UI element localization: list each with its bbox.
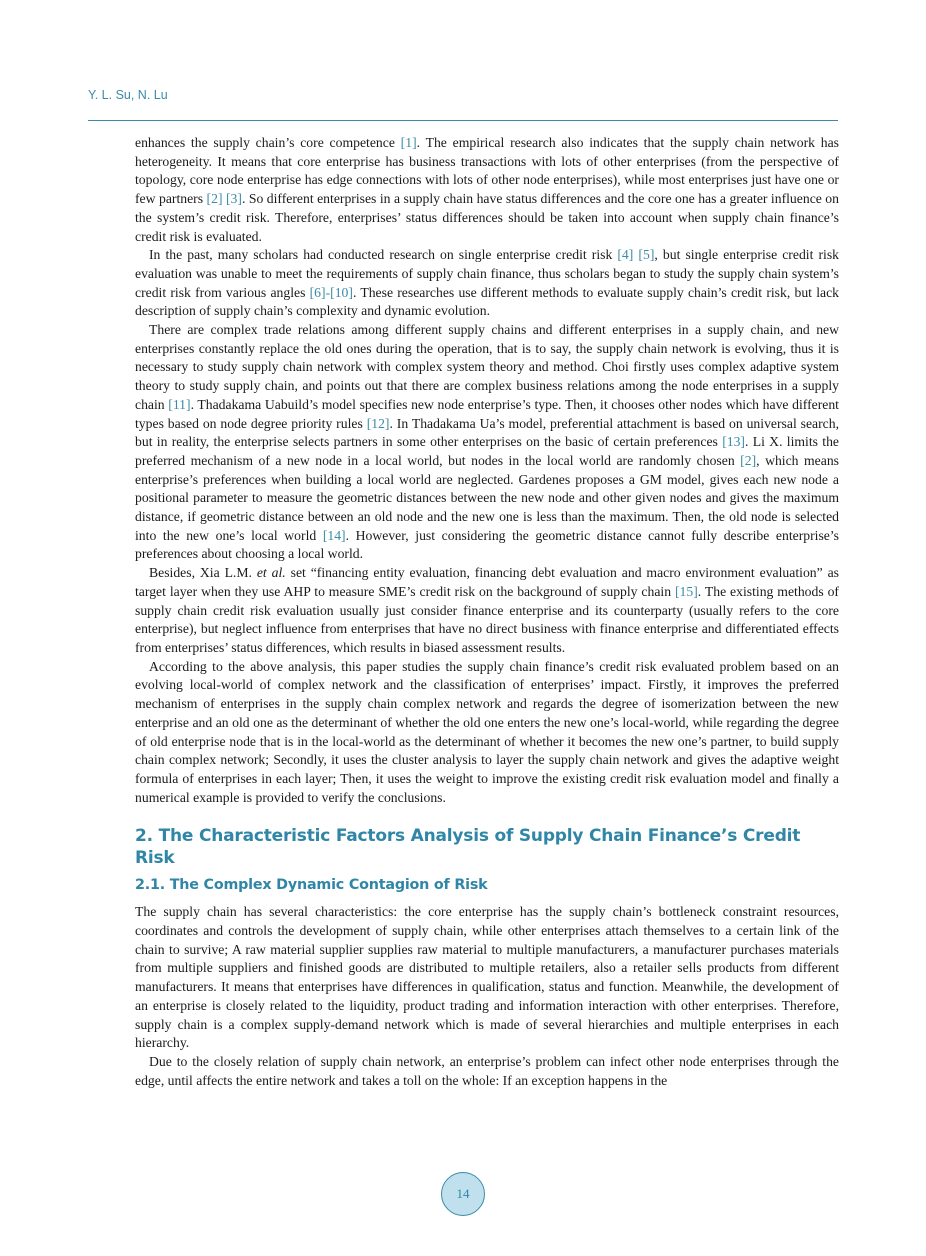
paragraph-2: In the past, many scholars had conducted research on single enterprise credit risk [4] [5], but single enterprise credit risk evaluation was unable to meet the requirements of supply chain finance, thus scholars began to study the supply chain system’s credit risk from various angles [6]-[10]. These researches use different methods to evaluate supply chain’s credit risk, but lack description of supply chain’s complexity and dynamic evolution.	[135, 247, 839, 319]
citation-link[interactable]: [5]	[638, 247, 655, 263]
paragraph-1: enhances the supply chain’s core competence [1]. The empirical research also indicates that the supply chain network has heterogeneity. It means that core enterprise has business transactions with lots of other enterprises (from the perspective of topology, core node enterprise has edge connections with lots of other node enterprises), while most enterprises just have one or few partners [2] [3]. So different enterprises in a supply chain have status differences and the core one has a greater influence on the system’s credit risk. Therefore, enterprises’ status differences should be taken into account when supply chain finance’s credit risk is evaluated.	[135, 135, 839, 244]
citation-link[interactable]: [12]	[366, 415, 390, 431]
citation-link[interactable]: [14]	[322, 527, 346, 543]
page-number-badge: 14	[441, 1172, 485, 1216]
paragraph-7: Due to the closely relation of supply chain network, an enterprise’s problem can infect other node enterprises through the edge, until affects the entire network and takes a toll on the whole: If an exception happens in the	[135, 1053, 839, 1088]
paragraph-5: According to the above analysis, this paper studies the supply chain finance’s credit risk evaluated problem based on an evolving local-world of complex network and the classification of enterprises’ impact. Firstly, it improves the preferred mechanism of enterprises in the supply chain complex network and regards the degree of isomerization between the new enterprise and an old one as the determinant of whether the old one enters the new one’s local-world, while regarding the degree of old enterprise node that is in the local-world as the determinant of whether it becomes the new one’s partner, to build supply chain complex network; Secondly, it uses the cluster analysis to layer the supply chain network and gives the adaptive weight formula of enterprises in each layer; Then, it uses the weight to improve the existing credit risk evaluation model and finally a numerical example is provided to verify the conclusions.	[135, 658, 839, 805]
paragraph-6: The supply chain has several characteristics: the core enterprise has the supply chain’s bottleneck constraint resources, coordinates and controls the development of supply chain, while other enterprises attach themselves to a certain link of the chain to survive; A raw material supplier supplies raw material to multiple manufacturers, a manufacturer purchases materials from multiple suppliers and finished goods are distributed to multiple retailers, also a retailer sells products from different manufacturers. It means that enterprises have differences in qualification, status and function. Meanwhile, the development of an enterprise is closely related to the liquidity, product trading and information interaction with other enterprises. Therefore, supply chain is a complex supply-demand network which is made of several hierarchies and multiple enterprises in each hierarchy.	[135, 904, 839, 1051]
citation-link[interactable]: [2]	[206, 191, 223, 207]
citation-link[interactable]: [6]-[10]	[309, 284, 353, 300]
citation-link[interactable]: [2]	[740, 452, 757, 468]
header-rule	[88, 120, 838, 121]
section-heading: 2. The Characteristic Factors Analysis of Supply Chain Finance’s Credit Risk	[135, 826, 801, 869]
citation-link[interactable]: [13]	[722, 434, 745, 450]
paragraph-3: There are complex trade relations among different supply chains and different enterprises in a supply chain, and new enterprises constantly replace the old ones during the operation, that is to say, the supply chain network is evolving, thus it is necessary to study supply chain network with complex system theory and method. Choi firstly uses complex adaptive system theory to study supply chain, and points out that there are complex business relations among the node enterprises in a supply chain [11]. Thadakama Uabuild’s model specifies new node enterprise’s type. Then, it chooses other nodes which have different types based on node degree priority rules [12]. In Thadakama Ua’s model, preferential attachment is based on universal search, but in reality, the enterprise selects partners in some other enterprises on the basic of certain preferences [13]. Li X. limits the preferred mechanism of a new node in a local world, but nodes in the local world are randomly chosen [2], which means enterprise’s preferences when building a local world are neglected. Gardenes proposes a GM model, gives each new node a positional parameter to measure the geometric distances between the new node and other given nodes and gives the maximum distance, if geometric distance between an old node and the new one is less than the maximum. Then, the old node is selected into the new one’s local world [14]. However, just considering the geometric distance cannot fully describe enterprise’s preferences about choosing a local world.	[135, 322, 840, 562]
citation-link[interactable]: [15]	[674, 583, 698, 599]
citation-link[interactable]: [1]	[400, 135, 417, 150]
citation-link[interactable]: [11]	[168, 396, 191, 412]
running-head-authors: Y. L. Su, N. Lu	[88, 88, 168, 102]
paragraph-4: Besides, Xia L.M. et al. set “financing entity evaluation, financing debt evaluation and macro environment evaluation” as target layer when they use AHP to measure SME’s credit risk on the background of supply chain [15]. The existing methods of supply chain credit risk evaluation usually just consider finance enterprise and its counterparty (usually refers to the core enterprise), but neglect influence from enterprises that have no direct business with finance enterprise and differentiated effects from enterprises’ status differences, which results in biased assessment results.	[135, 565, 840, 655]
citation-link[interactable]: [4]	[617, 247, 634, 263]
article-body	[135, 134, 839, 1090]
subsection-heading: 2.1. The Complex Dynamic Contagion of Risk	[135, 877, 488, 894]
citation-link[interactable]: [3]	[225, 191, 242, 207]
